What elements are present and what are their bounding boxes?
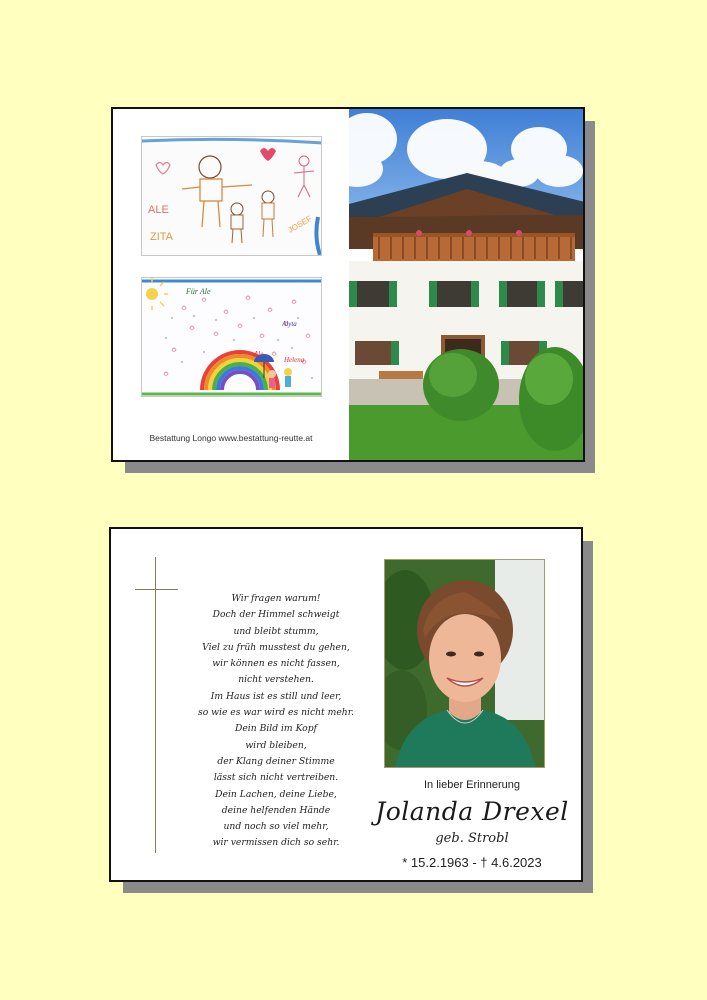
cross-icon	[155, 557, 156, 853]
poem-line: Dein Bild im Kopf	[234, 723, 317, 735]
bottom-card	[109, 527, 583, 882]
life-dates: * 15.2.1963 - † 4.6.2023	[402, 855, 542, 870]
svg-text:ZITA: ZITA	[150, 231, 174, 243]
poem-line: deine helfenden Hände	[221, 804, 331, 816]
poem-line: wird bleiben,	[245, 739, 307, 751]
poem-line: Viel zu früh musstest du gehen,	[202, 641, 350, 653]
poem-line: der Klang deiner Stimme	[217, 755, 335, 767]
poem-line: wir vermissen dich so sehr.	[212, 837, 340, 849]
svg-text:JOSEF: JOSEF	[286, 214, 314, 235]
poem-line: Im Haus ist es still und leer,	[210, 690, 342, 702]
svg-text:Für Ale: Für Ale	[186, 287, 211, 296]
poem-line: Dein Lachen, deine Liebe,	[215, 788, 337, 800]
child-drawing-rainbow-icon	[142, 278, 322, 397]
child-drawing-family	[141, 136, 322, 256]
house-photo-icon	[349, 109, 585, 460]
portrait-photo-icon	[385, 560, 544, 767]
poem-line: lässt sich nicht vertreiben.	[213, 772, 339, 784]
poem-line: so wie es war wird es nicht mehr.	[197, 707, 355, 719]
child-drawing-rainbow	[141, 277, 322, 397]
birth-name: geb. Strobl	[435, 831, 509, 846]
poem-line: und bleibt stumm,	[233, 625, 319, 637]
memory-text: In lieber Erinnerung	[423, 779, 520, 791]
cross-bar	[135, 589, 178, 590]
child-drawing-family-icon	[142, 137, 322, 256]
top-card	[111, 107, 585, 462]
funeral-home-footer: Bestattung Longo www.bestattung-reutte.at	[149, 433, 313, 443]
poem-line: und noch so viel mehr,	[223, 821, 329, 833]
deceased-name: Jolanda Drexel	[375, 797, 569, 826]
svg-text:Helena: Helena	[284, 356, 305, 364]
poem-line: Wir fragen warum!	[231, 593, 321, 604]
svg-text:Ale: Ale	[254, 350, 264, 358]
poem-line: nicht verstehen.	[238, 674, 314, 686]
poem	[171, 591, 381, 852]
poem-line: Doch der Himmel schweigt	[212, 609, 340, 621]
svg-text:Alyta: Alyta	[282, 320, 297, 328]
portrait-frame	[384, 559, 545, 768]
svg-text:ALE: ALE	[148, 204, 169, 216]
poem-line: wir können es nicht fassen,	[212, 658, 340, 670]
